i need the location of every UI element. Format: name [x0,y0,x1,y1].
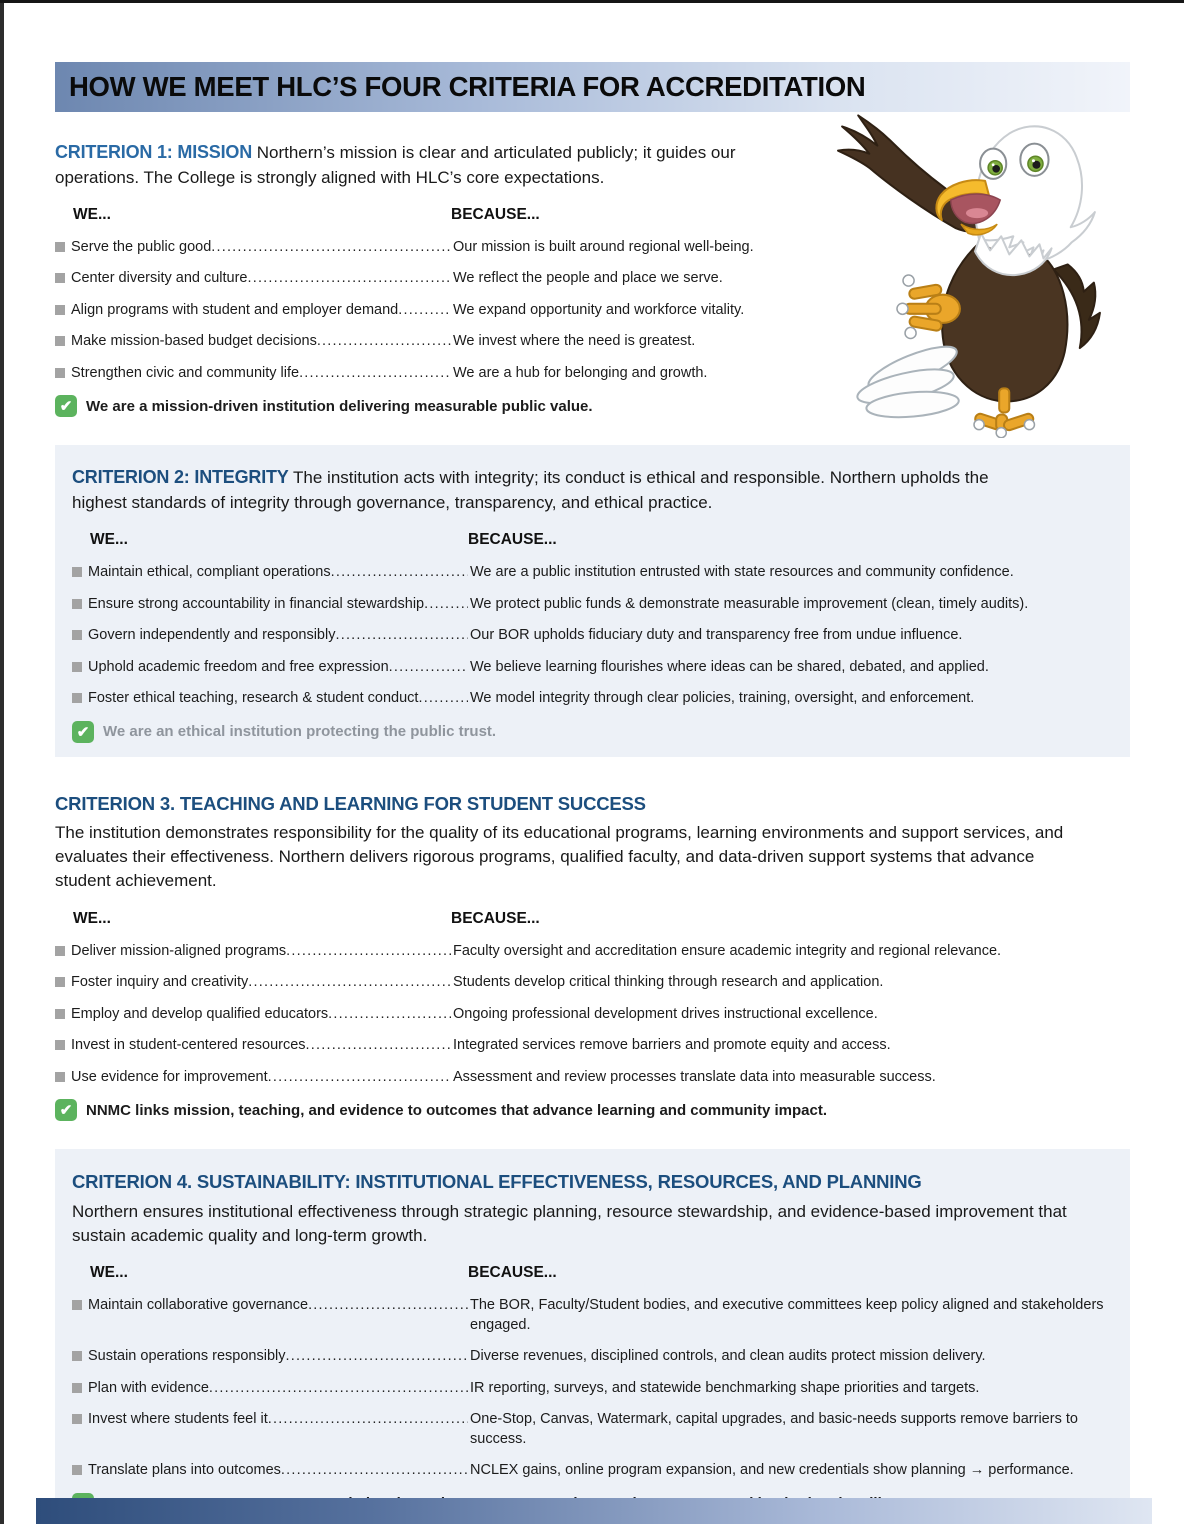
we-cell: Foster inquiry and creativity [71,974,249,991]
because-cell: We protect public funds & demonstrate measurable improvement (clean, timely audits). [470,595,1029,612]
we-cell: Uphold academic freedom and free expression [88,658,389,675]
criterion-paragraph [55,140,815,190]
square-bullet-icon [72,1465,82,1475]
check-icon: ✔ [55,1099,77,1121]
because-cell: The BOR, Faculty/Student bodies, and executive committees keep policy aligned and stakeholders engaged. [470,1296,1104,1333]
summary-text: NNMC links mission, teaching, and evidence to outcomes that advance learning and community impact. [86,1101,827,1119]
we-column [72,1410,468,1430]
table-row [55,301,855,321]
we-column [72,1296,468,1316]
eagle-mascot-image [830,100,1112,438]
check-icon: ✔ [72,721,94,743]
square-bullet-icon [72,662,82,672]
column-headers [72,1264,1113,1282]
we-cell: Maintain collaborative governance [88,1296,309,1313]
criterion-section [55,791,1130,1121]
square-bullet-icon [55,1040,65,1050]
dot-leader [268,1410,468,1430]
because-cell: IR reporting, surveys, and statewide benchmarking shape priorities and targets. [470,1379,980,1396]
dot-leader [285,1347,468,1367]
we-cell: Align programs with student and employer demand [71,301,399,318]
because-cell: Assessment and review processes translate data into measurable success. [453,1068,936,1085]
table-row [55,1068,1130,1088]
because-cell: One-Stop, Canvas, Watermark, capital upgrades, and basic-needs supports remove barriers to success. [470,1411,1078,1447]
square-bullet-icon [72,630,82,640]
rows [72,1296,1113,1481]
square-bullet-icon [72,1383,82,1393]
we-cell: Plan with evidence [88,1379,209,1396]
dot-leader [418,689,468,709]
square-bullet-icon [55,1009,65,1019]
square-bullet-icon [72,693,82,703]
we-cell: Center diversity and culture [71,270,248,287]
we-cell: Make mission-based budget decisions [71,333,317,350]
we-cell: Ensure strong accountability in financial stewardship [88,595,425,612]
criterion-intro: The institution acts with integrity; its conduct is ethical and responsible. Northern upholds the highest standards of integrity through governance, transparency, and ethical practice. [72,468,989,513]
table-row [55,1005,1130,1025]
table-row [55,364,855,384]
table-row [72,563,1113,583]
because-cell: We invest where the need is greatest. [453,333,696,350]
dot-leader [248,973,451,993]
criterion-intro: Northern’s mission is clear and articulated publicly; it guides our operations. The College is strongly aligned with HLC’s core expectations. [55,143,736,187]
square-bullet-icon [55,368,65,378]
square-bullet-icon [55,273,65,283]
rows [55,942,1130,1088]
we-cell: Invest where students feel it [88,1411,268,1428]
criterion-paragraph [55,791,1070,894]
because-column-header: BECAUSE... [451,205,540,223]
because-cell: Our mission is built around regional well-being. [453,238,754,255]
we-column [55,269,451,289]
table-row [72,689,1113,709]
square-bullet-icon [55,946,65,956]
because-column-header: BECAUSE... [468,531,557,549]
we-cell: Strengthen civic and community life [71,364,300,381]
summary-check-line [72,721,1113,743]
square-bullet-icon [72,1300,82,1310]
square-bullet-icon [55,336,65,346]
table-row [55,942,1130,962]
rows [72,563,1113,709]
criterion-intro: The institution demonstrates responsibility for the quality of its educational programs, learning environments and support services, and evaluates their effectiveness. Northern delivers rigorous programs, qualified faculty, and data-driven support systems that advance student achievement. [55,823,1064,891]
we-column [72,1379,468,1399]
we-cell: Invest in student-centered resources [71,1037,306,1054]
dot-leader [209,1379,468,1399]
because-cell: We believe learning flourishes where ideas can be shared, debated, and applied. [470,658,989,675]
because-cell: Diverse revenues, disciplined controls, and clean audits protect mission delivery. [470,1348,986,1365]
criterion-heading: CRITERION 4. SUSTAINABILITY: INSTITUTIONAL EFFECTIVENESS, RESOURCES, AND PLANNING [72,1171,922,1193]
criterion-section [55,1149,1130,1524]
we-column [55,973,451,993]
table-row [55,332,855,352]
criterion-heading: CRITERION 1: MISSION [55,142,253,162]
dot-leader [268,1068,451,1088]
page-left-border [0,0,4,1524]
criterion-section [55,445,1130,756]
we-cell: Govern independently and responsibly [88,627,336,644]
square-bullet-icon [55,1072,65,1082]
column-headers [72,531,1113,549]
we-column [72,689,468,709]
we-cell: Maintain ethical, compliant operations [88,564,331,581]
we-cell: Use evidence for improvement [71,1068,268,1085]
table-row [72,658,1113,678]
we-column [72,563,468,583]
footer-accent-bar [36,1498,1152,1524]
table-row [55,973,1130,993]
we-column-header: WE... [73,205,111,223]
summary-text: We are a mission-driven institution delivering measurable public value. [86,397,593,415]
we-column [72,1461,468,1481]
table-row [55,238,855,258]
because-column-header: BECAUSE... [468,1263,557,1281]
we-cell: Employ and develop qualified educators [71,1005,329,1022]
we-column [55,364,451,384]
square-bullet-icon [55,242,65,252]
summary-text: We are an ethical institution protecting the public trust. [103,723,497,741]
dot-leader [211,238,451,258]
we-column [55,1036,451,1056]
square-bullet-icon [72,567,82,577]
dot-leader [286,942,451,962]
because-cell: NCLEX gains, online program expansion, and new credentials show planning → performance. [470,1462,1074,1479]
because-cell: Our BOR upholds fiduciary duty and transparency free from undue influence. [470,627,963,644]
because-cell: We model integrity through clear policies, training, oversight, and enforcement. [470,690,975,707]
because-cell: We are a hub for belonging and growth. [453,364,708,381]
we-column [72,658,468,678]
table-row [55,269,855,289]
we-column-header: WE... [73,909,111,927]
because-cell: Students develop critical thinking through research and application. [453,974,884,991]
we-column-header: WE... [90,531,128,549]
dot-leader [398,301,451,321]
criterion-intro: Northern ensures institutional effectiveness through strategic planning, resource stewardship, and evidence-based improvement that sustain academic quality and long-term growth. [72,1201,1067,1245]
dot-leader [389,658,468,678]
criterion-paragraph [72,1169,1113,1248]
dot-leader [308,1296,468,1316]
we-column [72,595,468,615]
we-cell: Foster ethical teaching, research & student conduct [88,690,419,707]
dot-leader [281,1461,468,1481]
we-column [55,301,451,321]
we-cell: Sustain operations responsibly [88,1348,286,1365]
criterion-heading: CRITERION 3. TEACHING AND LEARNING FOR STUDENT SUCCESS [55,792,646,814]
we-column [55,1068,451,1088]
we-column [55,1005,451,1025]
dot-leader [328,1005,451,1025]
we-column [72,626,468,646]
we-cell: Deliver mission-aligned programs [71,942,287,959]
dot-leader [424,595,468,615]
square-bullet-icon [72,1414,82,1424]
because-cell: Ongoing professional development drives instructional excellence. [453,1005,878,1022]
table-row [72,626,1113,646]
because-cell: Faculty oversight and accreditation ensure academic integrity and regional relevance. [453,942,1002,959]
we-column [55,238,451,258]
square-bullet-icon [72,599,82,609]
table-row [55,1036,1130,1056]
we-column [72,1347,468,1367]
we-column [55,332,451,352]
dot-leader [248,269,452,289]
because-cell: We are a public institution entrusted with state resources and community confidence. [470,564,1014,581]
square-bullet-icon [72,1351,82,1361]
dot-leader [299,364,451,384]
table-row [72,595,1113,615]
dot-leader [306,1036,451,1056]
table-row [72,1461,1113,1481]
because-cell: We reflect the people and place we serve. [453,270,723,287]
square-bullet-icon [55,305,65,315]
we-cell: Serve the public good [71,238,212,255]
because-cell: We expand opportunity and workforce vitality. [453,301,745,318]
page-title: HOW WE MEET HLC’S FOUR CRITERIA FOR ACCREDITATION [69,71,866,102]
because-column-header: BECAUSE... [451,909,540,927]
table-row [72,1347,1113,1367]
dot-leader [335,626,468,646]
criterion-paragraph [72,465,1047,515]
because-cell: Integrated services remove barriers and promote equity and access. [453,1037,891,1054]
we-column-header: WE... [90,1263,128,1281]
dot-leader [331,563,468,583]
criterion-heading: CRITERION 2: INTEGRITY [72,467,289,488]
table-row [72,1379,1113,1399]
dot-leader [317,332,451,352]
table-row [72,1410,1113,1449]
summary-check-line [55,1099,1130,1121]
we-column [55,942,451,962]
column-headers [55,910,1130,928]
check-icon: ✔ [55,395,77,417]
table-row [72,1296,1113,1335]
we-cell: Translate plans into outcomes [88,1462,281,1479]
square-bullet-icon [55,977,65,987]
